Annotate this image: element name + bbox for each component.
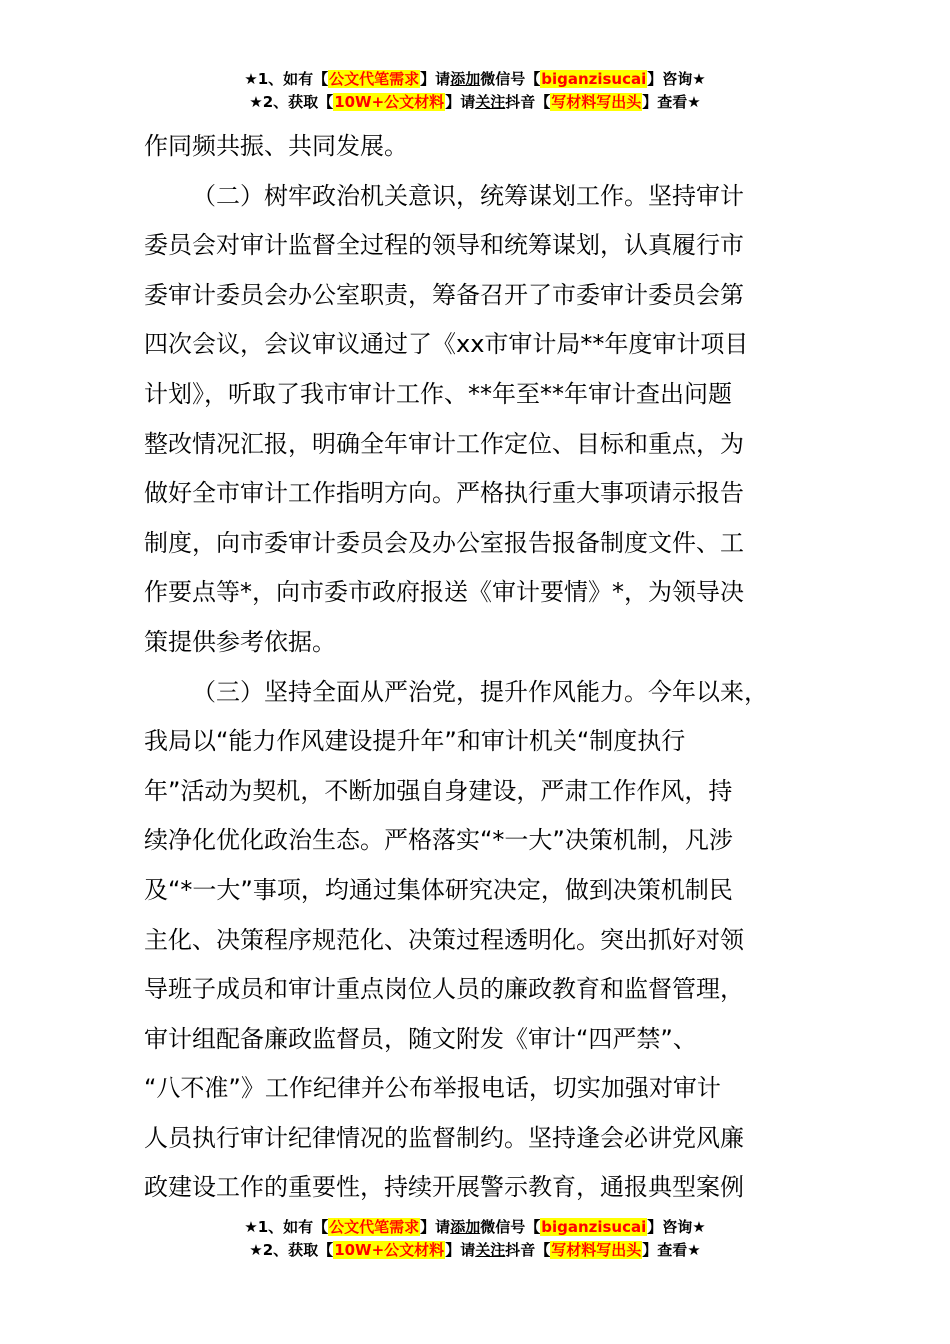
body-line: “八不准”》工作纪律并公布举报电话，切实加强对审计 — [144, 1074, 721, 1103]
body-line-section-heading: （三）坚持全面从严治党，提升作风能力。今年以来， — [192, 677, 768, 706]
footer-line-1-mid: 】请 — [420, 1218, 451, 1236]
banner-line-2-prefix: ★2、获取【 — [249, 93, 334, 111]
body-line: 我局以“能力作风建设提升年”和审计机关“制度执行 — [144, 727, 686, 756]
banner-line-1-prefix: ★1、如有【 — [244, 70, 329, 88]
body-line: 作同频共振、共同发展。 — [144, 132, 408, 160]
banner-line-1-mid2: 微信号【 — [480, 70, 541, 88]
body-line: 审计组配备廉政监督员，随文附发《审计“四严禁”、 — [144, 1024, 697, 1053]
banner-line-2-suffix: 】查看★ — [642, 93, 701, 111]
banner-line-1-mid: 】请 — [420, 70, 451, 88]
footer-line-2-underlined: 关注 — [475, 1241, 506, 1259]
footer-line-2-highlight-materials: 10W+公文材料 — [334, 1241, 445, 1259]
footer-line-1-suffix: 】咨询★ — [647, 1218, 706, 1236]
footer-line-1-highlight-service: 公文代笔需求 — [329, 1218, 420, 1236]
banner-line-1-highlight-service: 公文代笔需求 — [329, 70, 420, 88]
body-line: 整改情况汇报，明确全年审计工作定位、目标和重点，为 — [144, 429, 744, 458]
body-line-section-heading: （二）树牢政治机关意识，统筹谋划工作。坚持审计 — [192, 181, 744, 210]
footer-banner-line-1 — [0, 1216, 950, 1239]
banner-line-2-highlight-douyin: 写材料写出头 — [551, 93, 642, 111]
banner-line-2 — [0, 91, 950, 114]
body-line: 策提供参考依据。 — [144, 627, 336, 656]
footer-line-2-mid: 】请 — [445, 1241, 476, 1259]
footer-line-1-mid2: 微信号【 — [480, 1218, 541, 1236]
footer-line-1-prefix: ★1、如有【 — [244, 1218, 329, 1236]
banner-line-2-mid: 】请 — [445, 93, 476, 111]
footer-line-1-highlight-wechat: biganzisucai — [541, 1218, 647, 1236]
body-line: 导班子成员和审计重点岗位人员的廉政教育和监督管理， — [144, 975, 744, 1004]
footer-line-1-underlined: 添加 — [450, 1218, 481, 1236]
footer-banner-line-2 — [0, 1239, 950, 1262]
body-line: 四次会议，会议审议通过了《xx市审计局**年度审计项目 — [144, 330, 749, 359]
footer-line-2-prefix: ★2、获取【 — [249, 1241, 334, 1259]
banner-line-1-highlight-wechat: biganzisucai — [541, 70, 647, 88]
footer-line-2-suffix: 】查看★ — [642, 1241, 701, 1259]
document-body — [144, 122, 824, 1213]
banner-line-1 — [0, 68, 950, 91]
body-line: 做好全市审计工作指明方向。严格执行重大事项请示报告 — [144, 479, 744, 508]
body-line: 制度，向市委审计委员会及办公室报告报备制度文件、工 — [144, 528, 744, 557]
footer-line-2-mid2: 抖音【 — [505, 1241, 551, 1259]
footer-line-2-highlight-douyin: 写材料写出头 — [551, 1241, 642, 1259]
body-line: 年”活动为契机，不断加强自身建设，严肃工作作风，持 — [144, 776, 733, 805]
body-line: 计划》，听取了我市审计工作、**年至**年审计查出问题 — [144, 379, 732, 408]
banner-line-1-suffix: 】咨询★ — [647, 70, 706, 88]
banner-line-2-highlight-materials: 10W+公文材料 — [334, 93, 445, 111]
body-line: 主化、决策程序规范化、决策过程透明化。突出抓好对领 — [144, 925, 744, 954]
header-banner — [0, 68, 950, 114]
banner-line-2-mid2: 抖音【 — [505, 93, 551, 111]
body-line: 委审计委员会办公室职责，筹备召开了市委审计委员会第 — [144, 280, 744, 309]
banner-line-1-underlined: 添加 — [450, 70, 481, 88]
body-line: 人员执行审计纪律情况的监督制约。坚持逢会必讲党风廉 — [144, 1123, 744, 1152]
body-line: 委员会对审计监督全过程的领导和统筹谋划，认真履行市 — [144, 231, 744, 260]
body-line: 作要点等*，向市委市政府报送《审计要情》*，为领导决 — [144, 578, 744, 607]
body-line: 政建设工作的重要性，持续开展警示教育，通报典型案例 — [144, 1173, 744, 1202]
body-line: 续净化优化政治生态。严格落实“*一大”决策机制，凡涉 — [144, 826, 733, 855]
footer-banner — [0, 1216, 950, 1262]
banner-line-2-underlined: 关注 — [475, 93, 506, 111]
body-line: 及“*一大”事项，均通过集体研究决定，做到决策机制民 — [144, 875, 733, 904]
